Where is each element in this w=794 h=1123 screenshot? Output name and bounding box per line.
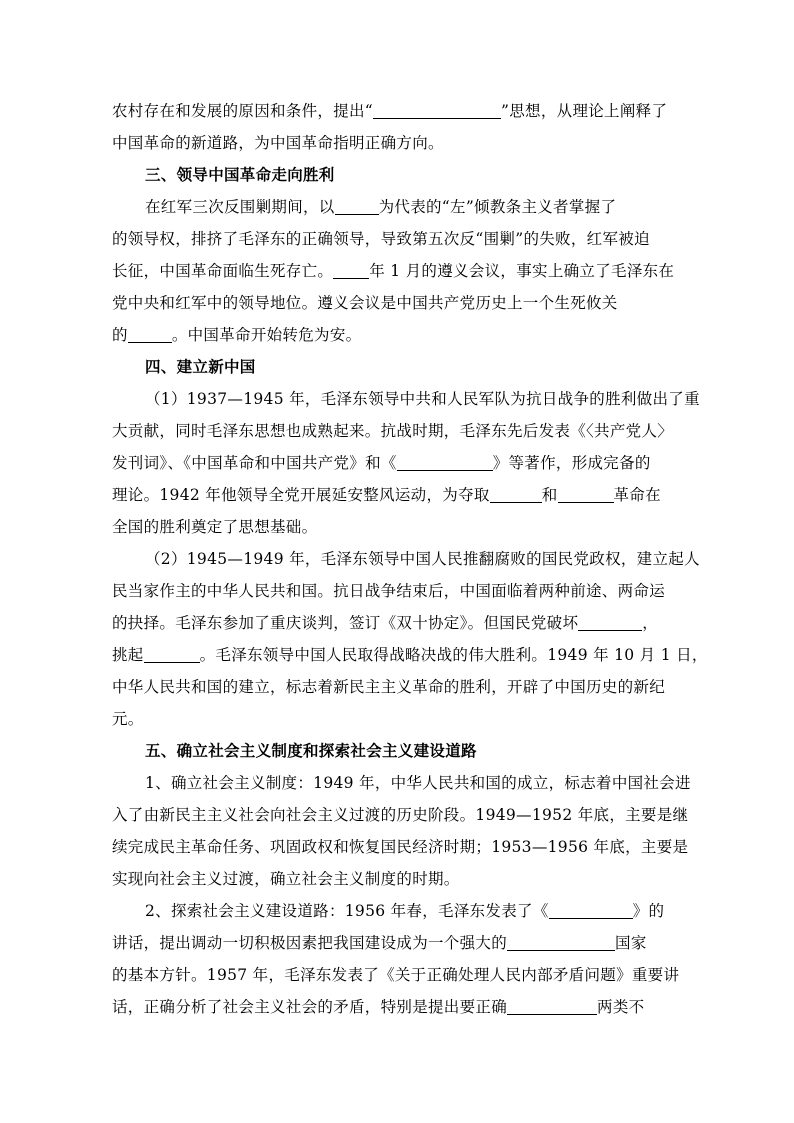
answer-blank[interactable]	[333, 260, 369, 279]
section-heading-3: 三、领导中国革命走向胜利	[145, 165, 335, 184]
text-fragment: 2、探索社会主义建设道路：1956 年春，毛泽东发表了《	[145, 902, 549, 920]
text-line: 的基本方针。1957 年，毛泽东发表了《关于正确处理人民内部矛盾问题》重要讲	[112, 966, 680, 984]
text-fragment: 的抉择。毛泽东参加了重庆谈判，签订《双十协定》。但国民党破坏	[112, 614, 579, 632]
text-fragment: 》等著作，形成完备的	[492, 454, 651, 472]
text-line	[112, 639, 708, 671]
section-heading-5: 五、确立社会主义制度和探索社会主义建设道路	[145, 741, 477, 760]
text-fragment: 年 1 月的遵义会议，事实上确立了毛泽东在	[369, 262, 675, 280]
answer-blank[interactable]	[373, 100, 501, 119]
text-fragment: 为代表的“左”倾教条主义者掌握了	[378, 198, 617, 216]
text-line: （2）1945—1949 年，毛泽东领导中国人民推翻腐败的国民党政权，建立起人	[145, 550, 700, 568]
text-line	[112, 927, 684, 959]
text-line	[112, 479, 684, 511]
text-line	[145, 191, 717, 223]
text-fragment: 的	[112, 326, 128, 344]
text-line	[112, 991, 684, 1023]
text-line: 大贡献，同时毛泽东思想也成熟起来。抗战时期，毛泽东先后发表《〈共产党人〉	[112, 422, 674, 440]
text-line: 入了由新民主主义社会向社会主义过渡的历史阶段。1949—1952 年底，主要是继	[112, 806, 689, 824]
text-line: 中国革命的新道路，为中国革命指明正确方向。	[112, 134, 444, 152]
answer-blank[interactable]	[549, 900, 633, 919]
text-line: 1、确立社会主义制度：1949 年，中华人民共和国的成立，标志着中国社会进	[145, 774, 691, 792]
text-line: （1）1937—1945 年，毛泽东领导中共和人民军队为抗日战争的胜利做出了重	[145, 390, 700, 408]
text-fragment: 。中国革命开始转危为安。	[171, 326, 362, 344]
text-line: 续完成民主革命任务、巩固政权和恢复国民经济时期；1953—1956 年底，主要是	[112, 838, 689, 856]
text-fragment: ”思想，从理论上阐释了	[501, 102, 668, 120]
answer-blank[interactable]	[507, 932, 615, 951]
text-line	[112, 607, 684, 639]
answer-blank[interactable]	[558, 484, 614, 503]
text-line: 的领导权，排挤了毛泽东的正确领导，导致第五次反“围剿”的失败，红军被迫	[112, 230, 650, 248]
answer-blank[interactable]	[335, 196, 379, 215]
text-fragment: 发刊词》、《中国革命和中国共产党》和《	[112, 454, 397, 472]
answer-blank[interactable]	[144, 644, 200, 663]
answer-blank[interactable]	[490, 484, 542, 503]
text-line	[112, 319, 684, 351]
text-line	[145, 895, 717, 927]
text-fragment: 话，正确分析了社会主义社会的矛盾，特别是提出要正确	[112, 998, 508, 1016]
text-line	[112, 95, 684, 127]
text-line: 实现向社会主义过渡，确立社会主义制度的时期。	[112, 870, 460, 888]
text-fragment: ，	[642, 614, 659, 632]
answer-blank[interactable]	[578, 612, 642, 631]
text-line: 党中央和红军中的领导地位。遵义会议是中国共产党历史上一个生死攸关	[112, 294, 618, 312]
text-line: 民当家作主的中华人民共和国。抗日战争结束后，中国面临着两种前途、两命运	[112, 582, 666, 600]
answer-blank[interactable]	[507, 996, 597, 1015]
text-fragment: 两类不	[597, 998, 645, 1016]
text-fragment: 长征，中国革命面临生死存亡。	[112, 262, 334, 280]
text-fragment: 挑起	[112, 646, 144, 664]
text-fragment: 。毛泽东领导中国人民取得战略决战的伟大胜利。1949 年 10 月 1 日，	[199, 646, 708, 664]
answer-blank[interactable]	[397, 452, 493, 471]
text-fragment: 讲话，提出调动一切积极因素把我国建设成为一个强大的	[112, 934, 508, 952]
text-fragment: 国家	[615, 934, 647, 952]
answer-blank[interactable]	[128, 324, 172, 343]
text-fragment: 农村存在和发展的原因和条件，提出“	[112, 102, 374, 120]
text-line	[112, 255, 684, 287]
text-line: 全国的胜利奠定了思想基础。	[112, 518, 318, 536]
text-line: 元。	[112, 710, 144, 728]
text-fragment: 在红军三次反围剿期间，以	[145, 198, 335, 216]
text-fragment: 理论。1942 年他领导全党开展延安整风运动，为夺取	[112, 486, 490, 504]
text-fragment: 》的	[632, 902, 665, 920]
text-fragment: 和	[541, 486, 558, 504]
text-fragment: 革命在	[613, 486, 661, 504]
text-line: 中华人民共和国的建立，标志着新民主主义革命的胜利，开辟了中国历史的新纪	[112, 678, 666, 696]
section-heading-4: 四、建立新中国	[145, 357, 256, 376]
text-line	[112, 447, 684, 479]
